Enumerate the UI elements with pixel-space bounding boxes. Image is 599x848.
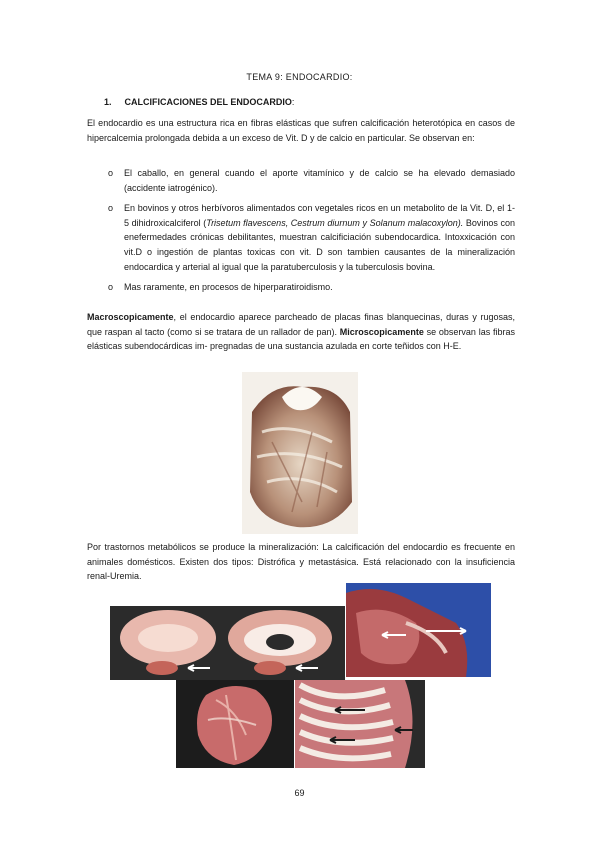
list-item bbox=[108, 166, 515, 195]
bullet-text: El caballo, en general cuando el aporte vitamínico y de calcio se ha elevado demasiado (accidente iatrogénico). bbox=[124, 168, 515, 193]
bullet-text: Mas raramente, en procesos de hiperparatiroidismo. bbox=[124, 282, 333, 293]
bullet-marker: o bbox=[108, 168, 114, 178]
bullet-marker: o bbox=[108, 282, 114, 293]
micro-text: se observan las fibras elásticas subendocárdicas im- pregnadas de una sustancia azulada en corte teñidos con H-E. bbox=[87, 326, 515, 352]
heart-section-photo bbox=[346, 583, 491, 677]
macro-paragraph bbox=[87, 310, 515, 354]
list-item bbox=[108, 201, 515, 274]
section-number: 1. bbox=[104, 97, 112, 107]
bullet-marker: o bbox=[108, 203, 114, 214]
list-item bbox=[108, 280, 515, 295]
macro-text: , el endocardio aparece parcheado de placas finas blanquecinas, duras y rugosas, que raspan al tacto (como si se tratara de un rallador de pan). bbox=[87, 312, 515, 337]
page-number: 69 bbox=[294, 788, 305, 798]
ribbed-tissue-photo bbox=[295, 680, 425, 768]
section-heading bbox=[104, 97, 294, 107]
bullet-text-b: Bovinos con enefermedades crónicas debilitantes, muestran calcificiación subendocardica. Intoxxicación con vit.D o ingestión de plantas toxicas con vit. D son tambien causantes de la mineralización endocardica y arterial al igual que la paratuberculosis y la tuberculosis bovina. bbox=[124, 217, 515, 272]
intro-paragraph: El endocardio es una estructura rica en fibras elásticas que sufren calcificación heterotópica en casos de hipercalcemia prolongada debida a un exceso de Vit. D y de calcio en particular. Se observan en: bbox=[87, 118, 515, 143]
section-colon: : bbox=[291, 97, 295, 107]
whole-heart-photo bbox=[176, 680, 294, 768]
bullet-list bbox=[108, 166, 515, 301]
endocardium-photo bbox=[242, 372, 358, 534]
micro-label: Microscopicamente bbox=[339, 326, 424, 337]
page-title: TEMA 9: ENDOCARDIO: bbox=[246, 72, 353, 82]
metabolic-paragraph: Por trastornos metabólicos se produce la mineralización: La calcificación del endocardio es frecuente en animales domésticos. Existen dos tipos: Distrófica y metastásica. Está relacionado con la insuficiencia renal-Uremia. bbox=[87, 542, 515, 582]
section-title: CALCIFICACIONES DEL ENDOCARDIO bbox=[124, 97, 292, 107]
species-italic: Trisetum flavescens, Cestrum diurnum y Solanum malacoxylon). bbox=[206, 217, 464, 228]
macro-label: Macroscopicamente bbox=[87, 312, 174, 322]
bullet-text-a: En bovinos y otros herbívoros alimentados con vegetales ricos en un metabolito de la Vit. D, el 1-5 dihidroxicalciferol ( bbox=[124, 203, 515, 228]
kidney-photo bbox=[110, 606, 345, 680]
